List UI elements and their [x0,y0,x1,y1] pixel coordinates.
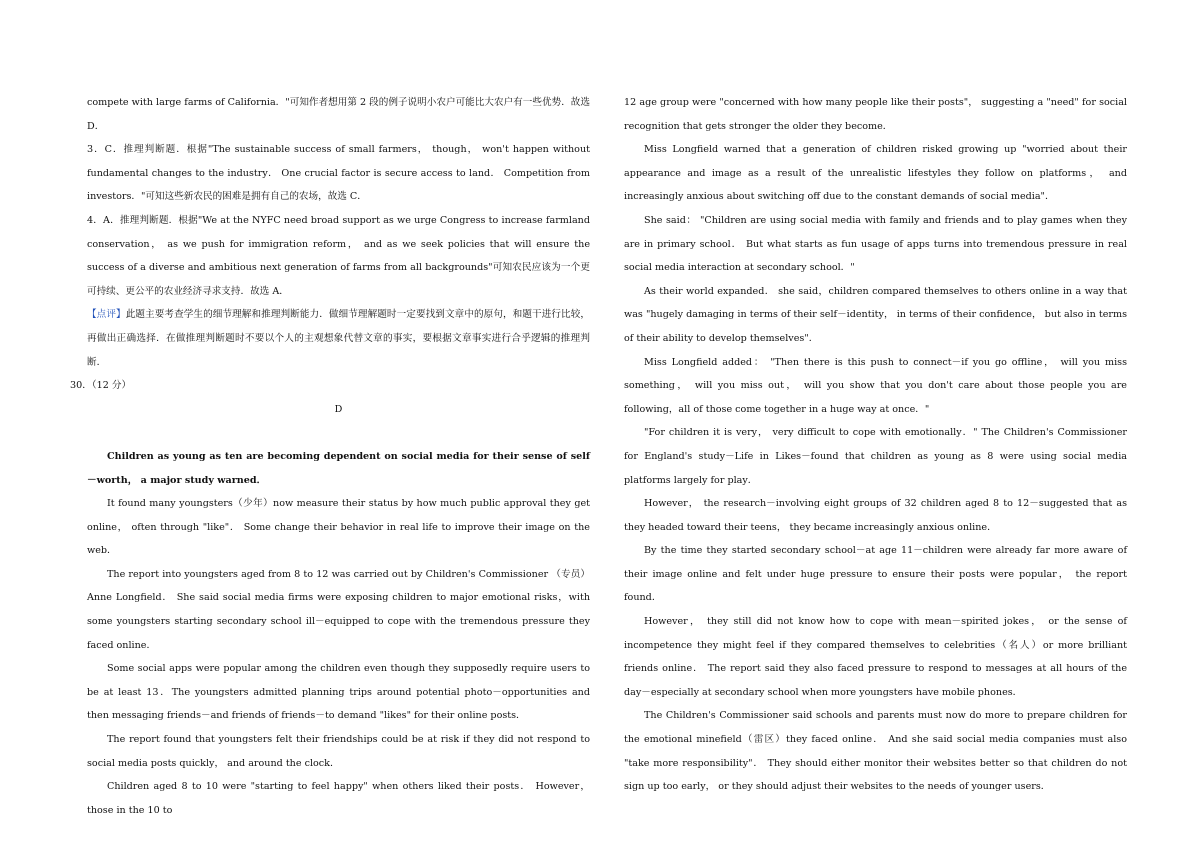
left-column [70,91,591,822]
comment-tag: 【点评】 [87,309,126,321]
article-paragraph: Miss Longfield warned that a generation of children risked growing up "worried about their appearance and image as a result of the unrealistic lifestyles they follow on platforms， and increasingly anxious about switching off due to the constant demands of social media"． [624,144,1127,203]
article-paragraph: The Children's Commissioner said schools and parents must now do more to prepare children for the emotional minefield（雷区）they faced online． And she said social media companies must also "take more responsibility"． They should either monitor their websites better so that children do not sign up too early， or they should adjust their websites to the needs of younger users． [624,710,1127,793]
article-paragraph: She said： "Children are using social media with family and friends and to play games when they are in primary school． But what starts as fun usage of apps turns into tremendous pressure in real social media interaction at secondary school．" [624,214,1127,274]
answer-4: 4．A．推理判断题．根据"We at the NYFC need broad support as we urge Congress to increase farmland conservation， as we push for immigration reform， and as we seek policies that will ensure the success of a diverse and ambitious next generation of farms from all backgrounds"可知农民应该为一个更可持续、更公平的农业经济寻求支持．故选 A． [87,214,590,297]
article-paragraph: As their world expanded． she said，children compared themselves to others online in a way that was "hugely damaging in terms of their self－identity， in terms of their confidence， but also in terms of their ability to develop themselves"． [624,285,1127,344]
article-paragraph: By the time they started secondary school－at age 11－children were already far more aware of their image online and felt under huge pressure to ensure their posts were popular， the report found． [624,545,1127,604]
right-column [624,91,1127,799]
comment-text: 此题主要考查学生的细节理解和推理判断能力．做细节理解题时一定要找到文章中的原句，和题干进行比较，再做出正确选择．在做推理判断题时不要以个人的主观想象代替文章的事实，要根据文章事实进行合乎逻辑的推理判断． [87,309,591,368]
section-letter: D [334,403,343,415]
article-paragraph: However， they still did not know how to cope with mean－spirited jokes， or the sense of incompetence they might feel if they compared themselves to celebrities（名人）or more brilliant friends online． The report said they also faced pressure to respond to messages at all hours of the day－especially at secondary school when more youngsters have mobile phones． [624,616,1127,698]
article-title: Children as young as ten are becoming dependent on social media for their sense of self－worth， a major study warned． [87,450,590,486]
article-paragraph: It found many youngsters（少年）now measure their status by how much public approval they get online， often through "like"． Some change their behavior in real life to improve their image on the web． [87,498,590,557]
article-paragraph: However， the research－involving eight groups of 32 children aged 8 to 12－suggested that as they headed toward their teens， they became increasingly anxious online． [624,498,1127,533]
article-paragraph: Some social apps were popular among the children even though they supposedly require users to be at least 13．The youngsters admitted planning trips around potential photo－opportunities and then messaging friends－and friends of friends－to demand "likes" for their online posts． [87,663,590,722]
spacer [87,421,590,445]
article-paragraph: Children aged 8 to 10 were "starting to feel happy" when others liked their posts． However，those in the 10 to [87,781,590,816]
article-paragraph: The report found that youngsters felt their friendships could be at risk if they did not respond to social media posts quickly， and around the clock． [87,734,590,769]
comment-paragraph [87,303,590,374]
article-paragraph: "For children it is very， very difficult to cope with emotionally．" The Children's Commissioner for England's study－Life in Likes－found that children as young as 8 were using social media platforms largely for play． [624,427,1127,486]
answer-3: 3．C．推理判断题．根据"The sustainable success of small farmers， though， won't happen without fundamental changes to the industry． One crucial factor is secure access to land． Competition from investors．"可知这些新农民的困难是拥有自己的农场，故选 C． [87,144,590,203]
article-paragraph: The report into youngsters aged from 8 to 12 was carried out by Children's Commissioner （专员）Anne Longfield． She said social media firms were exposing children to major emotional risks，with some youngsters starting secondary school ill－equipped to cope with the tremendous pressure they faced online． [87,568,590,651]
question-30-heading: 30．（12 分） [70,380,132,392]
answer-2-conclusion: compete with large farms of California．"可知作者想用第 2 段的例子说明小农户可能比大农户有一些优势．故选 D． [87,97,590,132]
article-paragraph: Miss Longfield added： "Then there is this push to connect－if you go offline， will you miss something， will you miss out， will you show that you don't care about those people you are following，all of those come together in a huge way at once．" [624,356,1127,415]
article-paragraph-continued: 12 age group were "concerned with how many people like their posts"， suggesting a "need" for social recognition that gets stronger the older they become． [624,97,1127,132]
